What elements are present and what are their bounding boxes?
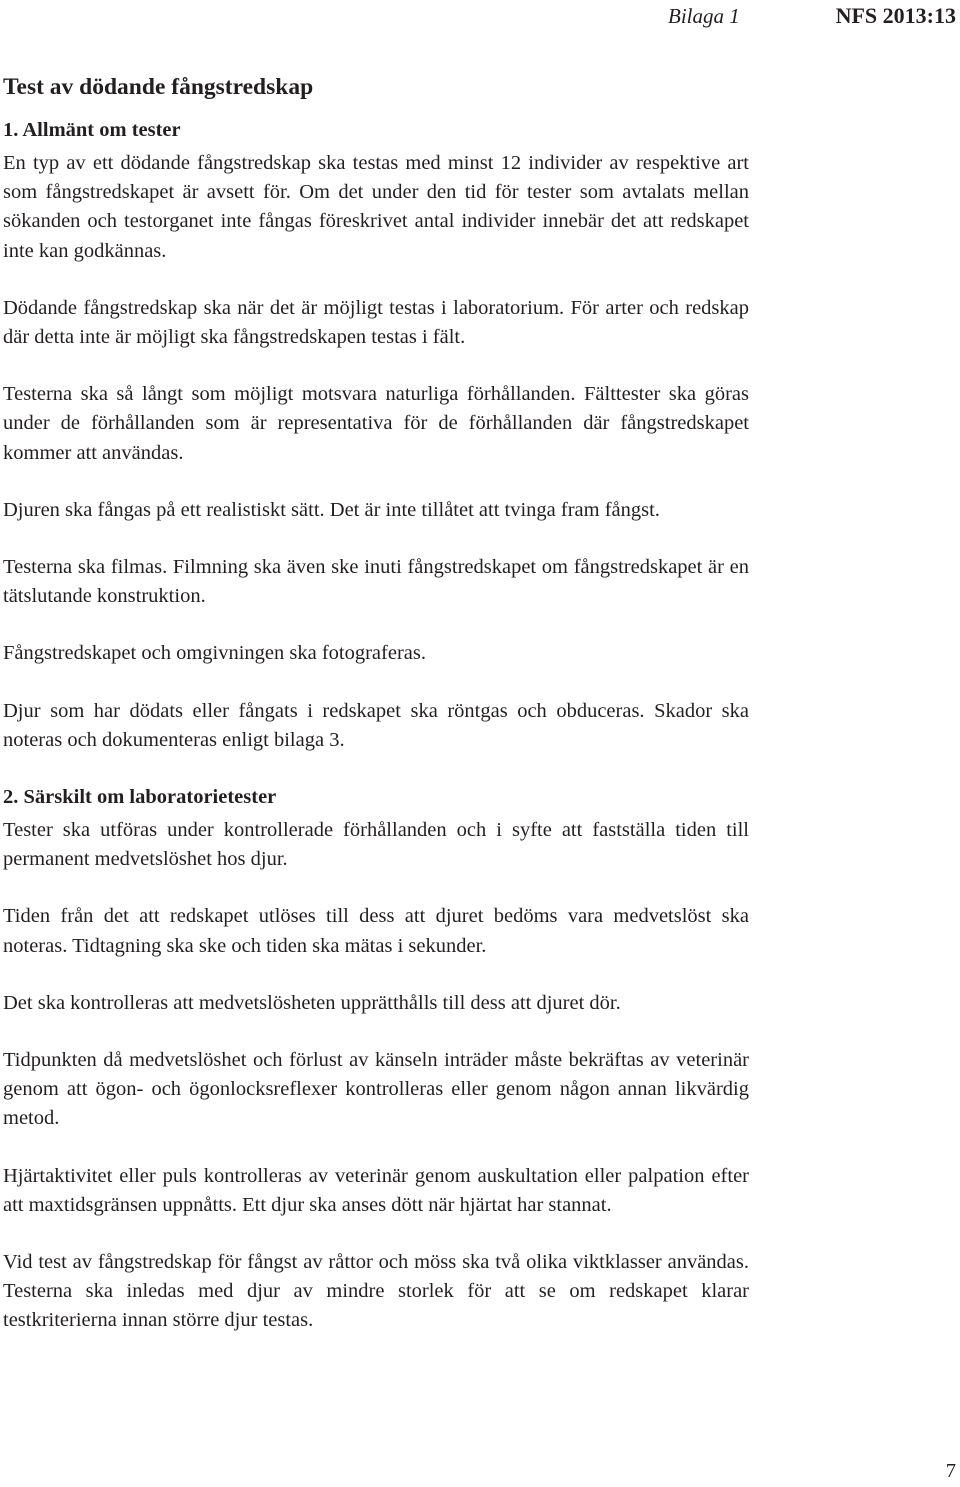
section-1-heading: 1. Allmänt om tester: [3, 119, 181, 141]
paragraph: Testerna ska filmas. Filmning ska även ske inuti fångstredskapet om fångstredskapet är en tätslutande konstruktion.: [3, 556, 749, 608]
regulation-code: NFS 2013:13: [835, 3, 956, 28]
section-laboratory-tests: [3, 783, 749, 1336]
paragraph: Vid test av fångstredskap för fångst av råttor och möss ska två olika viktklasser användas. Testerna ska inledas med djur av mindre storlek för att se om redskapet klarar testkriterierna innan större djur testas.: [3, 1251, 749, 1332]
document-body: [3, 72, 749, 1364]
paragraph: Djur som har dödats eller fångats i redskapet ska röntgas och obduceras. Skador ska noteras och dokumenteras enligt bilaga 3.: [3, 699, 749, 751]
paragraph: Tester ska utföras under kontrollerade förhållanden och i syfte att fastställa tiden till permanent medvetslöshet hos djur.: [3, 819, 749, 871]
page-number: 7: [945, 1460, 956, 1482]
paragraph: Tidpunkten då medvetslöshet och förlust av känseln inträder måste bekräftas av veterinär genom att ögon- och ögonlocksreflexer kontrolleras eller genom någon annan likvärdig metod.: [3, 1049, 749, 1130]
paragraph: En typ av ett dödande fångstredskap ska testas med minst 12 individer av respektive art som fångstredskapet är avsett för. Om det under den tid för tester som avtalats mellan sökanden och testorganet inte fångas föreskrivet antal individer innebär det att redskapet inte kan godkännas.: [3, 152, 749, 262]
document-title: Test av dödande fångstredskap: [3, 74, 314, 100]
paragraph: Testerna ska så långt som möjligt motsvara naturliga förhållanden. Fälttester ska göras under de förhållanden som är representativa för de förhållanden där fångstredskapet kommer att användas.: [3, 383, 749, 464]
section-general-tests: [3, 116, 749, 755]
paragraph: Det ska kontrolleras att medvetslösheten upprätthålls till dess att djuret dör.: [3, 991, 621, 1014]
appendix-label: Bilaga 1: [668, 4, 740, 28]
paragraph: Djuren ska fångas på ett realistiskt sätt. Det är inte tillåtet att tvinga fram fångst.: [3, 498, 660, 521]
paragraph: Dödande fångstredskap ska när det är möjligt testas i laboratorium. För arter och redskap där detta inte är möjligt ska fångstredskapen testas i fält.: [3, 296, 749, 349]
paragraph: Hjärtaktivitet eller puls kontrolleras av veterinär genom auskultation eller palpation efter att maxtidsgränsen uppnåtts. Ett djur ska anses dött när hjärtat har stannat.: [3, 1164, 749, 1216]
paragraph: Fångstredskapet och omgivningen ska fotograferas.: [3, 642, 426, 665]
section-2-heading: 2. Särskilt om laboratorietester: [3, 786, 277, 809]
paragraph: Tiden från det att redskapet utlöses till dess att djuret bedöms vara medvetslöst ska noteras. Tidtagning ska ske och tiden ska mätas i sekunder.: [3, 905, 749, 957]
